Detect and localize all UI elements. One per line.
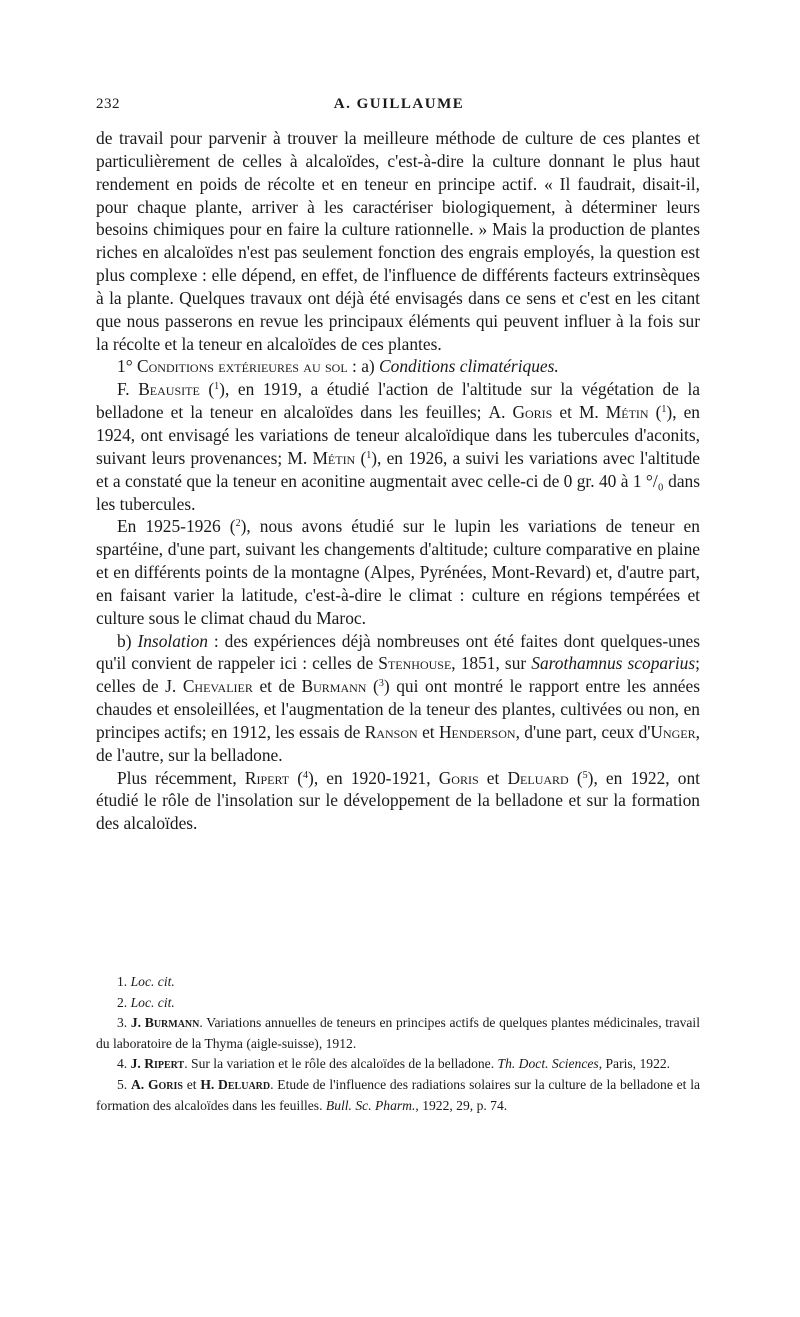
footnote-ref: 1	[366, 449, 372, 461]
footnotes	[96, 972, 700, 1116]
section-heading: 1° Conditions extérieures au sol : a) Conditions climatériques.	[117, 356, 559, 377]
footnote-1: 1. Loc. cit.	[117, 974, 175, 989]
running-head	[96, 96, 702, 120]
footnote-author: J. Ripert	[130, 1056, 185, 1072]
footnote-ref: 2	[235, 518, 241, 530]
paragraph-1: de travail pour parvenir à trouver la meilleure méthode de culture de ces plantes et particulièrement de celles à alcaloïdes, c'est-à-dire la culture donnant le plus haut rendement en poids de récolte et en teneur en principe actif. « Il faudrait, disait-il, pour chaque plante, arriver à les caractériser biologiquement, à déterminer leurs besoins chimiques pour en faire la culture rationnelle. » Mais la production de plantes riches en alcaloïdes n'est pas seulement fonction des engrais employés, la question est plus complexe : elle dépend, en effet, de l'influence de différents facteurs extrinsèques à la plante. Quelques travaux ont déjà été envisagés dans ce sens et c'est en les citant que nous passerons en revue les principaux éléments qui peuvent influer à la fois sur la récolte et la teneur en alcaloïdes de ces plantes.	[96, 128, 700, 354]
footnote-ref: 1	[214, 381, 220, 393]
author-name: Burmann	[301, 676, 367, 697]
subsection-letter: a)	[361, 356, 380, 377]
footnote-ref: 5	[582, 769, 588, 781]
section-title: Conditions extérieures au sol	[137, 356, 348, 377]
author-name: J. Chevalier	[165, 676, 253, 697]
footnote-author: J. Burmann	[130, 1015, 200, 1031]
subsection-title: Insolation	[137, 630, 208, 651]
species-name: Sarothamnus scoparius	[531, 653, 696, 674]
author-name: Unger	[650, 721, 696, 742]
section-number: 1°	[117, 356, 133, 377]
footnote-2: 2. Loc. cit.	[117, 994, 175, 1010]
paragraph-4: En 1925-1926 ($^2$), nous avons étudié sur le lupin les variations de teneur en spartéine, d'une part, suivant les changements d'altitude; culture comparative en plaine et en différents points de la montagne (Alpes, Pyrénées, Mont-Revard) et, d'autre part, en faisant varier la latitude, c'est-à-dire le climat : culture en régions tempérées et culture sous le climat chaud du Maroc.	[96, 516, 700, 628]
footnote-4: 4. J. Ripert. Sur la variation et le rôle des alcaloïdes de la belladone. Th. Doct. Sciences, Paris, 1922.	[117, 1056, 671, 1072]
author-name: F. Beausite	[117, 379, 200, 400]
body-text	[96, 127, 700, 835]
running-title: A. GUILLAUME	[333, 96, 465, 112]
author-name: Goris	[438, 767, 479, 788]
footnote-ref: 4	[303, 769, 309, 781]
footnote-author: A. Goris	[130, 1076, 183, 1092]
page-number: 232	[96, 96, 120, 112]
paragraph-5: b) Insolation : des expériences déjà nombreuses ont été faites dont quelques-unes qu'il convient de rappeler ici : celles de Stenhouse, 1851, sur Sarothamnus scoparius; celles de J. Chevalier et de Burmann ($^3$) qui ont montré le rapport entre les années chaudes et ensoleillées, et l'augmentation de la teneur des plantes, cultivées ou non, en principes actifs; en 1912, les essais de Ranson et Henderson, d'une part, ceux d'Unger, de l'autre, sur la belladone.	[96, 630, 701, 765]
footnote-ref: 3	[378, 678, 384, 690]
author-name: Deluard	[507, 767, 569, 788]
footnote-3: 3. J. Burmann. Variations annuelles de teneurs en principes actifs de quelques plantes médicinales, travail du laboratoire de la Thyma (aigle-suisse), 1912.	[96, 1015, 700, 1051]
footnote-5: 5. A. Goris et H. Deluard. Etude de l'influence des radiations solaires sur la culture de la belladone et la formation des alcaloïdes dans les feuilles. Bull. Sc. Pharm., 1922, 29, p. 74.	[96, 1076, 701, 1113]
author-name: M. Métin	[578, 402, 649, 423]
author-name: Ranson	[364, 721, 418, 742]
author-name: Henderson	[439, 721, 516, 742]
subsection-title: Conditions climatériques.	[379, 356, 559, 377]
subsection-letter: b)	[117, 630, 138, 651]
author-name: Ripert	[244, 767, 290, 788]
paragraph-3: F. Beausite ($^1$), en 1919, a étudié l'action de l'altitude sur la végétation de la belladone et la teneur en alcaloïdes dans les feuilles; A. Goris et M. Métin ($^1$), en 1924, ont envisagé les variations de teneur alcaloïdique dans les tubercules d'aconits, suivant leurs provenances; M. Métin ($^1$), en 1926, a suivi les variations avec l'altitude et a constaté que la teneur en aconitine augmentait avec celle-ci de 0 gr. 40 à 1 °/₀ dans les tubercules.	[96, 379, 700, 514]
author-name: A. Goris	[488, 402, 553, 423]
footnote-author: H. Deluard	[200, 1076, 271, 1092]
author-name: Stenhouse	[378, 653, 452, 674]
footnote-ref: 1	[661, 404, 667, 416]
paragraph-6: Plus récemment, Ripert ($^4$), en 1920-1921, Goris et Deluard ($^5$), en 1922, ont étudié le rôle de l'insolation sur le développement de la belladone et sur la formation des alcaloïdes.	[96, 767, 700, 834]
author-name: M. Métin	[287, 447, 356, 468]
